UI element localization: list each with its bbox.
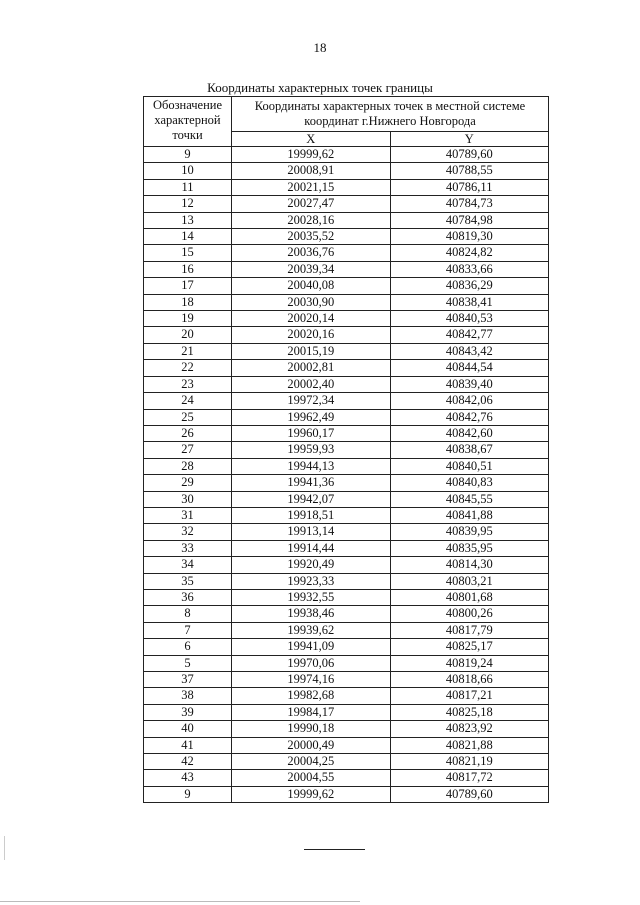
- y-coordinate-cell: 40845,55: [390, 491, 549, 507]
- table-row: [144, 737, 549, 753]
- point-number-cell: 6: [144, 639, 232, 655]
- y-coordinate-cell: 40821,19: [390, 754, 549, 770]
- scan-artifact-mark: [4, 836, 5, 860]
- point-number-cell: 13: [144, 212, 232, 228]
- table-row: [144, 622, 549, 638]
- point-number-cell: 24: [144, 393, 232, 409]
- table-row: [144, 278, 549, 294]
- table-row: [144, 721, 549, 737]
- table-body: [144, 147, 549, 803]
- table-row: [144, 639, 549, 655]
- table-row: [144, 688, 549, 704]
- x-coordinate-cell: 19974,16: [232, 672, 391, 688]
- x-coordinate-cell: 19944,13: [232, 458, 391, 474]
- table-row: [144, 163, 549, 179]
- point-number-cell: 22: [144, 360, 232, 376]
- point-number-cell: 16: [144, 261, 232, 277]
- table-row: [144, 458, 549, 474]
- x-coordinate-cell: 19972,34: [232, 393, 391, 409]
- y-coordinate-cell: 40842,06: [390, 393, 549, 409]
- point-number-cell: 19: [144, 311, 232, 327]
- x-coordinate-cell: 20004,55: [232, 770, 391, 786]
- table-row: [144, 425, 549, 441]
- point-number-cell: 40: [144, 721, 232, 737]
- x-coordinate-cell: 19970,06: [232, 655, 391, 671]
- scan-artifact-line: [0, 901, 360, 902]
- x-coordinate-cell: 20020,14: [232, 311, 391, 327]
- x-coordinate-cell: 19984,17: [232, 704, 391, 720]
- x-coordinate-cell: 19932,55: [232, 589, 391, 605]
- point-number-cell: 43: [144, 770, 232, 786]
- table-row: [144, 376, 549, 392]
- x-coordinate-cell: 20040,08: [232, 278, 391, 294]
- y-coordinate-cell: 40844,54: [390, 360, 549, 376]
- x-coordinate-cell: 20039,34: [232, 261, 391, 277]
- point-number-cell: 29: [144, 475, 232, 491]
- header-x: X: [232, 132, 391, 147]
- y-coordinate-cell: 40841,88: [390, 507, 549, 523]
- point-number-cell: 28: [144, 458, 232, 474]
- y-coordinate-cell: 40786,11: [390, 179, 549, 195]
- point-number-cell: 21: [144, 343, 232, 359]
- footer-separator-line: [304, 849, 365, 850]
- x-coordinate-cell: 19914,44: [232, 540, 391, 556]
- y-coordinate-cell: 40842,76: [390, 409, 549, 425]
- x-coordinate-cell: 19920,49: [232, 557, 391, 573]
- y-coordinate-cell: 40838,41: [390, 294, 549, 310]
- y-coordinate-cell: 40803,21: [390, 573, 549, 589]
- table-row: [144, 442, 549, 458]
- header-point: Обозначение характерной точки: [144, 97, 232, 147]
- y-coordinate-cell: 40836,29: [390, 278, 549, 294]
- y-coordinate-cell: 40825,17: [390, 639, 549, 655]
- x-coordinate-cell: 19942,07: [232, 491, 391, 507]
- y-coordinate-cell: 40825,18: [390, 704, 549, 720]
- table-row: [144, 491, 549, 507]
- table-row: [144, 393, 549, 409]
- point-number-cell: 31: [144, 507, 232, 523]
- point-number-cell: 34: [144, 557, 232, 573]
- table-row: [144, 212, 549, 228]
- x-coordinate-cell: 19941,09: [232, 639, 391, 655]
- x-coordinate-cell: 19999,62: [232, 147, 391, 163]
- point-number-cell: 37: [144, 672, 232, 688]
- y-coordinate-cell: 40835,95: [390, 540, 549, 556]
- x-coordinate-cell: 20002,40: [232, 376, 391, 392]
- table-row: [144, 754, 549, 770]
- point-number-cell: 9: [144, 786, 232, 802]
- table-row: [144, 540, 549, 556]
- y-coordinate-cell: 40819,24: [390, 655, 549, 671]
- x-coordinate-cell: 19962,49: [232, 409, 391, 425]
- table-row: [144, 672, 549, 688]
- point-number-cell: 33: [144, 540, 232, 556]
- x-coordinate-cell: 20030,90: [232, 294, 391, 310]
- y-coordinate-cell: 40817,21: [390, 688, 549, 704]
- x-coordinate-cell: 19938,46: [232, 606, 391, 622]
- table-row: [144, 294, 549, 310]
- point-number-cell: 5: [144, 655, 232, 671]
- x-coordinate-cell: 20004,25: [232, 754, 391, 770]
- table-row: [144, 409, 549, 425]
- point-number-cell: 12: [144, 196, 232, 212]
- point-number-cell: 26: [144, 425, 232, 441]
- table-row: [144, 655, 549, 671]
- y-coordinate-cell: 40789,60: [390, 147, 549, 163]
- y-coordinate-cell: 40800,26: [390, 606, 549, 622]
- y-coordinate-cell: 40843,42: [390, 343, 549, 359]
- y-coordinate-cell: 40842,77: [390, 327, 549, 343]
- header-coordinate-system: Координаты характерных точек в местной системе координат г.Нижнего Новгорода: [232, 97, 549, 132]
- point-number-cell: 7: [144, 622, 232, 638]
- x-coordinate-cell: 19959,93: [232, 442, 391, 458]
- point-number-cell: 15: [144, 245, 232, 261]
- y-coordinate-cell: 40784,98: [390, 212, 549, 228]
- point-number-cell: 20: [144, 327, 232, 343]
- y-coordinate-cell: 40842,60: [390, 425, 549, 441]
- y-coordinate-cell: 40818,66: [390, 672, 549, 688]
- point-number-cell: 36: [144, 589, 232, 605]
- table-row: [144, 786, 549, 802]
- table-row: [144, 704, 549, 720]
- table-row: [144, 147, 549, 163]
- point-number-cell: 8: [144, 606, 232, 622]
- x-coordinate-cell: 20000,49: [232, 737, 391, 753]
- x-coordinate-cell: 20027,47: [232, 196, 391, 212]
- x-coordinate-cell: 19999,62: [232, 786, 391, 802]
- y-coordinate-cell: 40823,92: [390, 721, 549, 737]
- y-coordinate-cell: 40814,30: [390, 557, 549, 573]
- table-row: [144, 573, 549, 589]
- x-coordinate-cell: 20015,19: [232, 343, 391, 359]
- y-coordinate-cell: 40817,72: [390, 770, 549, 786]
- table-row: [144, 360, 549, 376]
- table-row: [144, 475, 549, 491]
- table-row: [144, 589, 549, 605]
- table-row: [144, 557, 549, 573]
- x-coordinate-cell: 20008,91: [232, 163, 391, 179]
- y-coordinate-cell: 40838,67: [390, 442, 549, 458]
- x-coordinate-cell: 19960,17: [232, 425, 391, 441]
- y-coordinate-cell: 40801,68: [390, 589, 549, 605]
- point-number-cell: 11: [144, 179, 232, 195]
- point-number-cell: 35: [144, 573, 232, 589]
- x-coordinate-cell: 19923,33: [232, 573, 391, 589]
- x-coordinate-cell: 19941,36: [232, 475, 391, 491]
- table-row: [144, 770, 549, 786]
- point-number-cell: 30: [144, 491, 232, 507]
- table-row: [144, 196, 549, 212]
- x-coordinate-cell: 20021,15: [232, 179, 391, 195]
- point-number-cell: 23: [144, 376, 232, 392]
- table-row: [144, 507, 549, 523]
- point-number-cell: 41: [144, 737, 232, 753]
- point-number-cell: 18: [144, 294, 232, 310]
- point-number-cell: 14: [144, 229, 232, 245]
- x-coordinate-cell: 19913,14: [232, 524, 391, 540]
- table-row: [144, 311, 549, 327]
- y-coordinate-cell: 40824,82: [390, 245, 549, 261]
- y-coordinate-cell: 40840,51: [390, 458, 549, 474]
- table-row: [144, 179, 549, 195]
- x-coordinate-cell: 19939,62: [232, 622, 391, 638]
- table-row: [144, 524, 549, 540]
- table-caption: Координаты характерных точек границы: [207, 80, 433, 95]
- y-coordinate-cell: 40840,83: [390, 475, 549, 491]
- y-coordinate-cell: 40819,30: [390, 229, 549, 245]
- point-number-cell: 39: [144, 704, 232, 720]
- table-row: [144, 229, 549, 245]
- point-number-cell: 38: [144, 688, 232, 704]
- table-row: [144, 327, 549, 343]
- y-coordinate-cell: 40821,88: [390, 737, 549, 753]
- point-number-cell: 25: [144, 409, 232, 425]
- x-coordinate-cell: 20028,16: [232, 212, 391, 228]
- x-coordinate-cell: 20020,16: [232, 327, 391, 343]
- point-number-cell: 10: [144, 163, 232, 179]
- table-row: [144, 343, 549, 359]
- y-coordinate-cell: 40789,60: [390, 786, 549, 802]
- table-row: [144, 261, 549, 277]
- point-number-cell: 42: [144, 754, 232, 770]
- x-coordinate-cell: 20036,76: [232, 245, 391, 261]
- y-coordinate-cell: 40833,66: [390, 261, 549, 277]
- y-coordinate-cell: 40840,53: [390, 311, 549, 327]
- y-coordinate-cell: 40839,40: [390, 376, 549, 392]
- point-number-cell: 27: [144, 442, 232, 458]
- y-coordinate-cell: 40817,79: [390, 622, 549, 638]
- table-row: [144, 606, 549, 622]
- x-coordinate-cell: 19990,18: [232, 721, 391, 737]
- table-row: [144, 245, 549, 261]
- point-number-cell: 17: [144, 278, 232, 294]
- x-coordinate-cell: 20002,81: [232, 360, 391, 376]
- y-coordinate-cell: 40788,55: [390, 163, 549, 179]
- y-coordinate-cell: 40839,95: [390, 524, 549, 540]
- page-number: 18: [313, 40, 327, 55]
- point-number-cell: 32: [144, 524, 232, 540]
- header-y: Y: [390, 132, 549, 147]
- coordinates-table: [143, 96, 549, 803]
- y-coordinate-cell: 40784,73: [390, 196, 549, 212]
- x-coordinate-cell: 19918,51: [232, 507, 391, 523]
- x-coordinate-cell: 19982,68: [232, 688, 391, 704]
- point-number-cell: 9: [144, 147, 232, 163]
- x-coordinate-cell: 20035,52: [232, 229, 391, 245]
